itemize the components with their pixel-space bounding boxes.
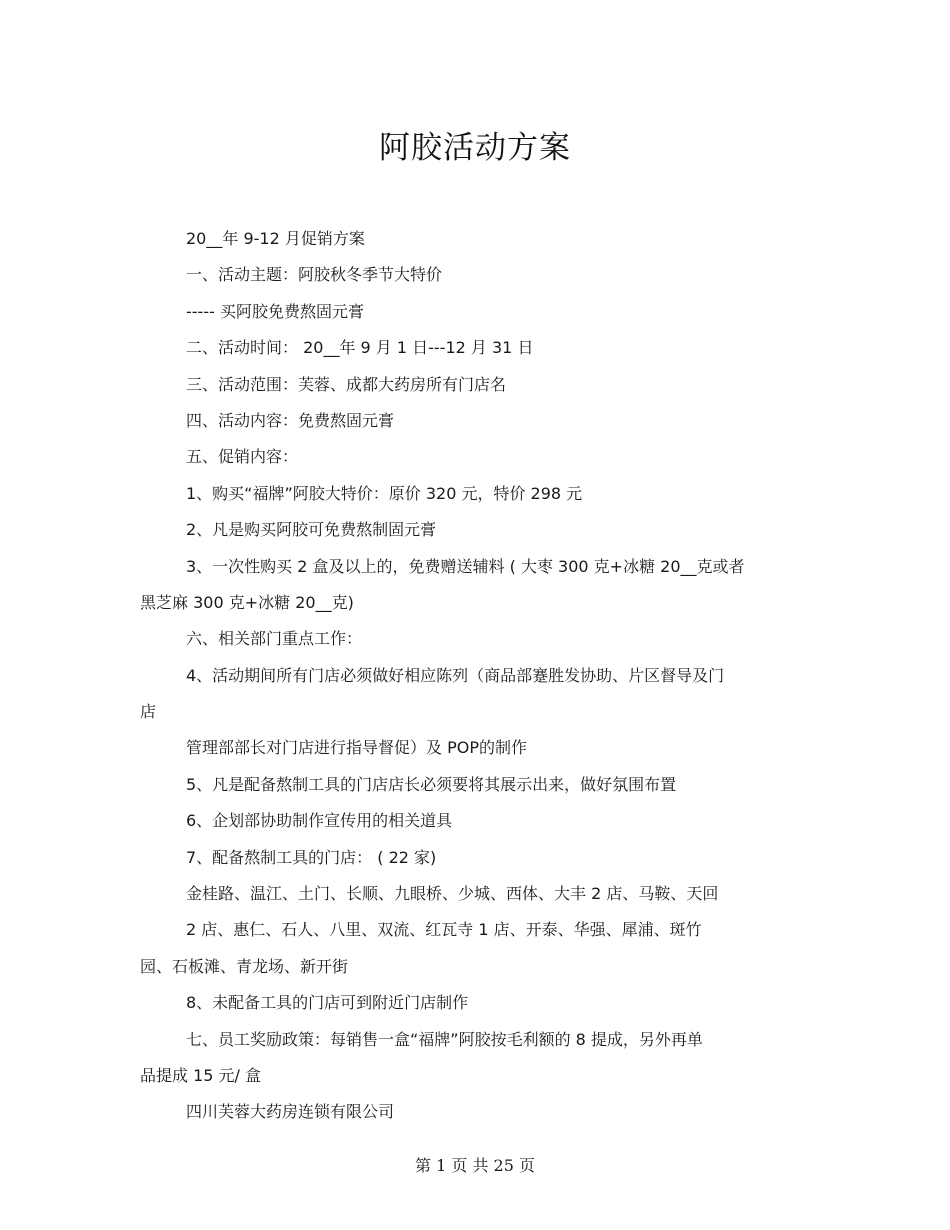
text-line: 20__年 9-12 月促销方案 [186,229,365,248]
text-line: 管理部部长对门店进行指导督促）及 POP的制作 [186,738,527,758]
text-line: 2、凡是购买阿胶可免费熬制固元膏 [186,520,437,540]
document-title: 阿胶活动方案 [379,130,571,166]
text-line: 一、活动主题：阿胶秋冬季节大特价 [186,265,443,285]
page-number-footer: 第 1 页 共 25 页 [415,1156,535,1175]
text-line: 品提成 15 元/ 盒 [140,1065,262,1085]
text-line: 8、未配备工具的门店可到附近门店制作 [186,993,469,1013]
text-line: ----- 买阿胶免费熬固元膏 [186,301,364,321]
text-line: 7、配备熬制工具的门店： ( 22 家) [186,847,437,867]
text-line: 六、相关部门重点工作： [186,629,363,649]
text-line: 四川芙蓉大药房连锁有限公司 [186,1102,395,1122]
text-line: 黑芝麻 300 克+冰糖 20__克) [140,592,354,612]
text-line: 6、企划部协助制作宣传用的相关道具 [186,811,453,831]
text-line: 店 [140,702,157,722]
text-line: 5、凡是配备熬制工具的门店店长必须要将其展示出来，做好氛围布置 [186,774,677,794]
text-line: 4、活动期间所有门店必须做好相应陈列（商品部蹇胜发协助、片区督导及门 [186,665,725,685]
text-line: 三、活动范围：芙蓉、成都大药房所有门店名 [186,374,507,394]
text-line: 五、促销内容： [186,447,299,467]
text-line: 2 店、惠仁、石人、八里、双流、红瓦寺 1 店、开泰、华强、犀浦、斑竹 [186,920,702,940]
text-line: 四、活动内容：免费熬固元膏 [186,410,395,430]
text-line: 园、石板滩、青龙场、新开街 [140,956,349,976]
text-line: 七、员工奖励政策：每销售一盒“福牌”阿胶按毛利额的 8 提成，另外再单 [186,1029,703,1049]
text-line: 1、购买“福牌”阿胶大特价：原价 320 元，特价 298 元 [186,483,583,503]
document-body [140,221,810,1131]
text-line: 3、一次性购买 2 盒及以上的，免费赠送辅料 ( 大枣 300 克+冰糖 20__克或者 [186,556,745,576]
text-line: 二、活动时间： 20__年 9 月 1 日---12 月 31 日 [186,338,534,358]
text-line: 金桂路、温江、土门、长顺、九眼桥、少城、西体、大丰 2 店、马鞍、天回 [186,884,719,904]
